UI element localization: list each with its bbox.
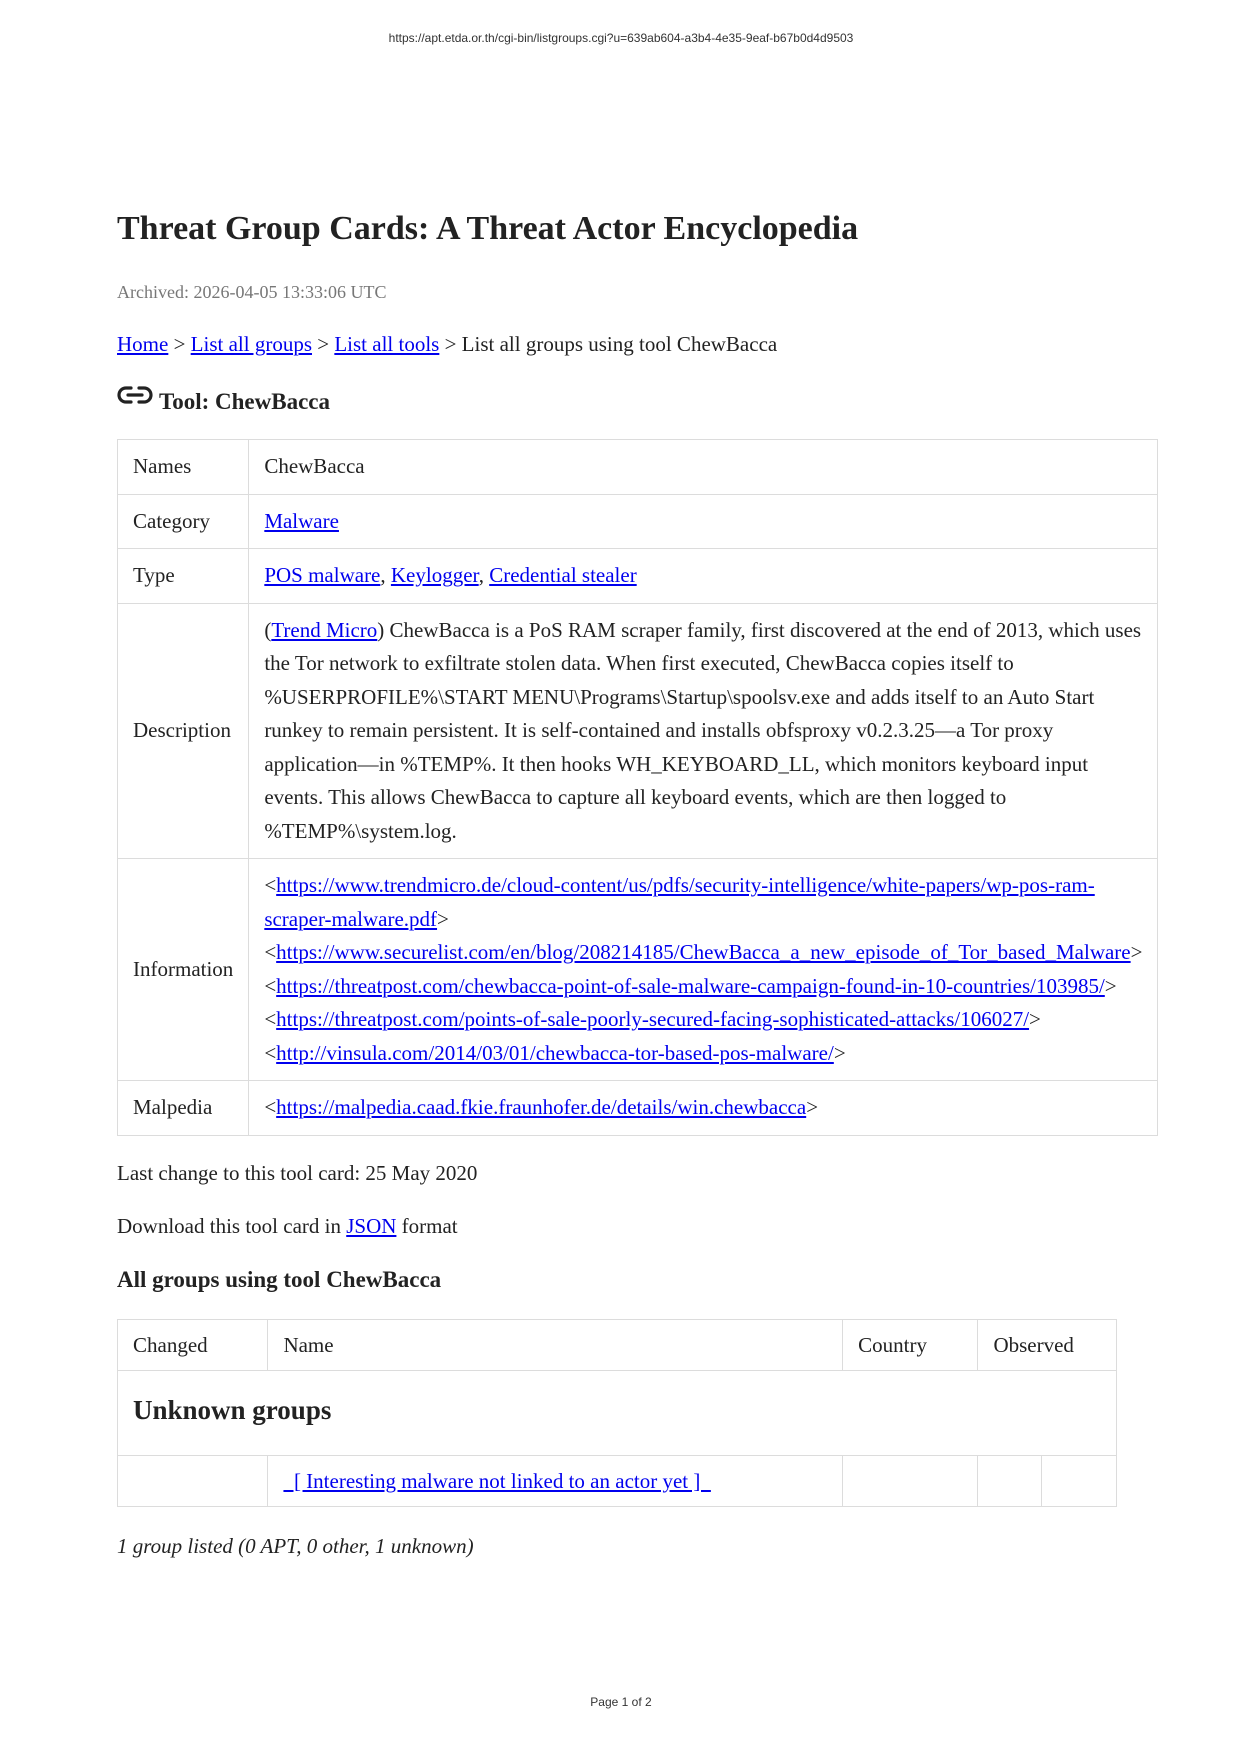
angle-close: > [437, 906, 449, 931]
cell-observed [1042, 1455, 1117, 1506]
information-link-threatpost-1[interactable]: https://threatpost.com/chewbacca-point-of-sale-malware-campaign-found-in-10-countries/103985/ [276, 973, 1105, 998]
angle-open: < [264, 1007, 277, 1031]
angle-close: > [1029, 1007, 1041, 1031]
link-icon [117, 381, 153, 409]
groups-summary: 1 group listed (0 APT, 0 other, 1 unknown) [117, 1533, 474, 1558]
column-header-changed: Changed [118, 1319, 268, 1370]
group-link-interesting-malware[interactable]: [ Interesting malware not linked to an actor yet ] [283, 1468, 711, 1493]
description-source-link[interactable]: Trend Micro [271, 617, 378, 642]
information-label: Information [118, 859, 249, 1081]
angle-open: < [264, 973, 277, 998]
cell-changed [118, 1455, 268, 1506]
table-row [118, 1081, 1158, 1136]
table-row [118, 603, 1158, 859]
type-link-credential-stealer[interactable]: Credential stealer [489, 563, 637, 587]
column-header-observed: Observed [978, 1319, 1117, 1370]
category-link[interactable]: Malware [264, 508, 339, 533]
type-label: Type [118, 549, 249, 604]
information-link-threatpost-2[interactable]: https://threatpost.com/points-of-sale-poorly-secured-facing-sophisticated-attacks/106027/ [276, 1007, 1030, 1031]
malpedia-label: Malpedia [118, 1081, 249, 1136]
groups-heading: All groups using tool ChewBacca [117, 1266, 442, 1292]
breadcrumb-groups-link[interactable]: List all groups [190, 332, 312, 356]
angle-open: < [264, 1095, 277, 1119]
download-suffix: format [396, 1213, 458, 1238]
description-text: ) ChewBacca is a PoS RAM scraper family, first discovered at the end of 2013, which uses the Tor network to exfiltrate stolen data. When first executed, ChewBacca copies itself to %USERPROFILE%\START MENU\Programs\Startup\spoolsv.exe and adds itself to an Auto Start runkey to remain persistent. It is self-contained and installs obfsproxy v0.2.3.25—a Tor proxy application—in %TEMP%. It then hooks WH_KEYBOARD_LL, which monitors keyboard input events. This allows ChewBacca to capture all keyboard events, which are then logged to %TEMP%\system.log. [264, 617, 1142, 843]
section-row [118, 1370, 1117, 1455]
breadcrumb [117, 329, 1147, 359]
type-separator: , [478, 563, 490, 587]
cell-observed [978, 1455, 1042, 1506]
description-label: Description [118, 603, 249, 859]
information-link-vinsula[interactable]: http://vinsula.com/2014/03/01/chewbacca-tor-based-pos-malware/ [276, 1040, 834, 1065]
page-number: Page 1 of 2 [590, 1695, 652, 1709]
information-link-trendmicro[interactable]: https://www.trendmicro.de/cloud-content/us/pdfs/security-intelligence/white-papers/wp-pos-ram-scraper-malware.pdf [264, 873, 1095, 931]
category-label: Category [118, 494, 249, 549]
angle-close: > [1104, 973, 1117, 998]
type-link-keylogger[interactable]: Keylogger [390, 563, 479, 587]
table-row [118, 549, 1158, 604]
information-value [249, 859, 1158, 1081]
description-value [249, 603, 1158, 859]
category-value [249, 494, 1158, 549]
malpedia-link[interactable]: https://malpedia.caad.fkie.fraunhofer.de/details/win.chewbacca [276, 1095, 807, 1119]
angle-close: > [1130, 940, 1143, 964]
column-header-country: Country [843, 1319, 978, 1370]
section-cell [118, 1370, 1117, 1455]
angle-close: > [833, 1040, 846, 1065]
angle-open: < [264, 1040, 277, 1065]
type-link-pos-malware[interactable]: POS malware [264, 563, 381, 587]
breadcrumb-tools-link[interactable]: List all tools [334, 332, 440, 356]
table-row [118, 859, 1158, 1081]
last-change-text: Last change to this tool card: 25 May 2020 [117, 1160, 478, 1185]
breadcrumb-separator: > [312, 332, 335, 356]
breadcrumb-home-link[interactable]: Home [117, 332, 169, 356]
angle-close: > [806, 1095, 819, 1119]
angle-open: < [264, 873, 277, 897]
malpedia-value [249, 1081, 1158, 1136]
column-header-name: Name [268, 1319, 843, 1370]
archived-timestamp: Archived: 2026-04-05 13:33:06 UTC [117, 282, 387, 302]
table-row [118, 1455, 1117, 1506]
information-link-securelist[interactable]: https://www.securelist.com/en/blog/208214185/ChewBacca_a_new_episode_of_Tor_based_Malware [276, 940, 1131, 964]
tool-heading-text: Tool: ChewBacca [159, 389, 331, 414]
groups-table [117, 1319, 1117, 1507]
page-title: Threat Group Cards: A Threat Actor Encyclopedia [117, 210, 859, 247]
tool-card-table [117, 439, 1158, 1136]
description-paren: ( [264, 617, 272, 642]
main-content [117, 206, 1147, 1561]
download-prefix: Download this tool card in [117, 1213, 347, 1238]
section-title-unknown-groups: Unknown groups [133, 1394, 332, 1425]
json-download-link[interactable]: JSON [346, 1213, 397, 1238]
download-line [117, 1211, 1147, 1241]
angle-open: < [264, 940, 277, 964]
cell-country [843, 1455, 978, 1506]
tool-heading [117, 387, 1147, 417]
cell-name [268, 1455, 843, 1506]
table-header-row [118, 1319, 1117, 1370]
table-row [118, 494, 1158, 549]
breadcrumb-separator: > [168, 332, 191, 356]
table-row [118, 440, 1158, 495]
names-label: Names [118, 440, 249, 495]
names-value: ChewBacca [249, 440, 1158, 495]
breadcrumb-current: > List all groups using tool ChewBacca [439, 332, 778, 356]
type-separator: , [380, 563, 391, 587]
print-header-url: https://apt.etda.or.th/cgi-bin/listgroups.cgi?u=639ab604-a3b4-4e35-9eaf-b67b0d4d9503 [388, 31, 854, 45]
type-value [249, 549, 1158, 604]
